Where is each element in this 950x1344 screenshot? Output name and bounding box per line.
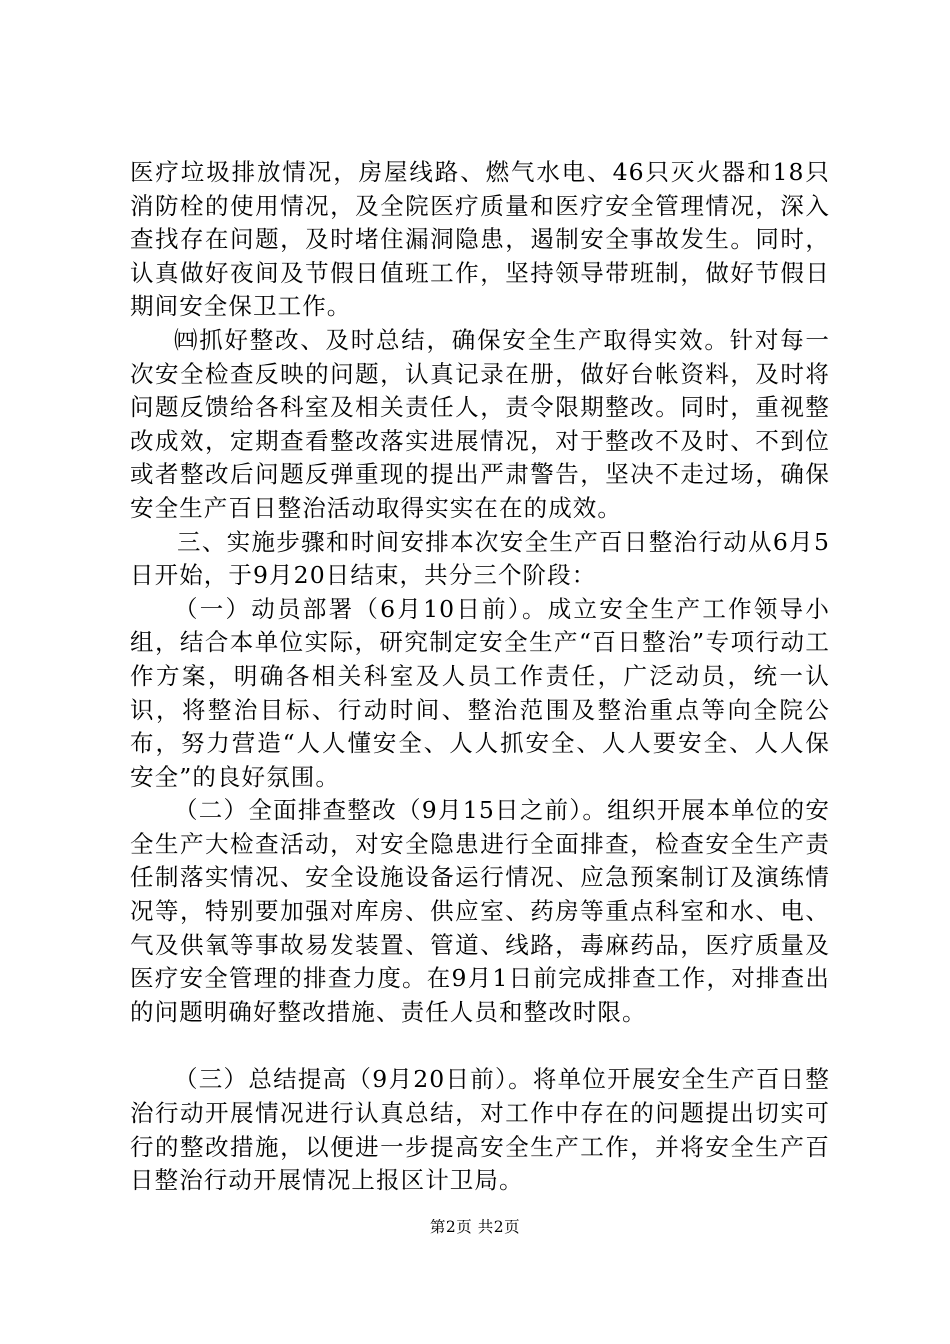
paragraph-schedule-heading: 三、实施步骤和时间安排本次安全生产百日整治行动从6月5日开始，于9月20日结束，共分三个阶段： bbox=[130, 527, 830, 590]
paragraph-phase-summary: （三）总结提高（9月20日前）。将单位开展安全生产百日整治行动开展情况进行认真总结，对工作中存在的问题提出切实可行的整改措施，以便进一步提高安全生产工作，并将安全生产百日整治行动开展情况上报区计卫局。 bbox=[130, 1065, 830, 1195]
paragraph-spacer bbox=[130, 1029, 830, 1063]
paragraph-rectification: ㈣抓好整改、及时总结，确保安全生产取得实效。针对每一次安全检查反映的问题，认真记录在册，做好台帐资料，及时将问题反馈给各科室及相关责任人，责令限期整改。同时，重视整改成效，定期查看整改落实进展情况，对于整改不及时、不到位或者整改后问题反弹重现的提出严肃警告，坚决不走过场，确保安全生产百日整治活动取得实实在在的成效。 bbox=[130, 325, 830, 522]
page-number-footer: 第2页 共2页 bbox=[429, 1218, 521, 1236]
paragraph-phase-inspection: （二）全面排查整改（9月15日之前）。组织开展本单位的安全生产大检查活动，对安全隐患进行全面排查，检查安全生产责任制落实情况、安全设施设备运行情况、应急预案制订及演练情况等，特别要加强对库房、供应室、药房等重点科室和水、电、气及供氧等事故易发装置、管道、线路，毒麻药品，医疗质量及医疗安全管理的排查力度。在9月1日前完成排查工作，对排查出的问题明确好整改措施、责任人员和整改时限。 bbox=[130, 796, 830, 1026]
paragraph-phase-mobilization: （一）动员部署（6月10日前）。成立安全生产工作领导小组，结合本单位实际，研究制定安全生产“百日整治”专项行动工作方案，明确各相关科室及人员工作责任，广泛动员，统一认识，将整治目标、行动时间、整治范围及整治重点等向全院公布，努力营造“人人懂安全、人人抓安全、人人要安全、人人保安全”的良好氛围。 bbox=[130, 594, 830, 791]
paragraph-inspection-scope: 医疗垃圾排放情况，房屋线路、燃气水电、46只灭火器和18只消防栓的使用情况，及全院医疗质量和医疗安全管理情况，深入查找存在问题，及时堵住漏洞隐患，遏制安全事故发生。同时，认真做好夜间及节假日值班工作，坚持领导带班制，做好节假日期间安全保卫工作。 bbox=[130, 158, 830, 321]
document-body bbox=[130, 156, 830, 1198]
